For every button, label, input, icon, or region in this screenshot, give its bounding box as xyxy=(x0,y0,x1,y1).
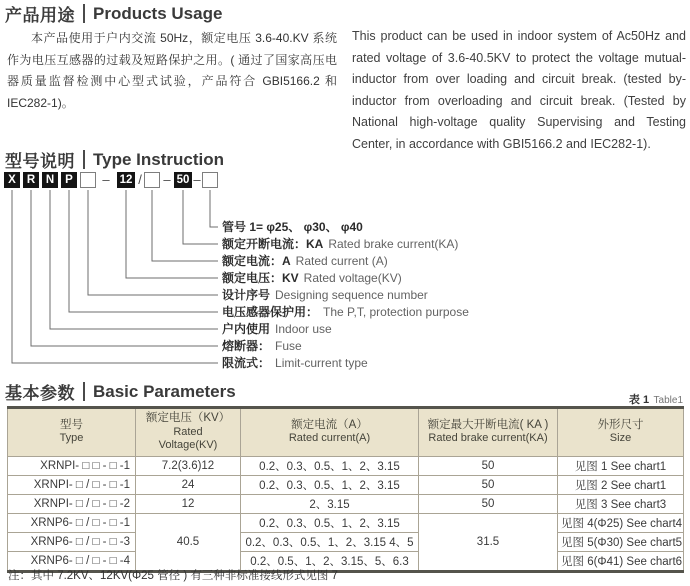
table-row xyxy=(8,475,684,494)
diagram-label-rated-brake-current xyxy=(222,237,458,251)
label-en: Rated brake current(KA) xyxy=(328,237,459,251)
cell-current: 0.2、0.5、1、2、3.15、5、6.3 xyxy=(241,551,419,571)
diagram-label-rated-current xyxy=(222,254,388,268)
leader-line xyxy=(50,190,218,329)
leader-line xyxy=(126,190,218,278)
type-code-letter-r: R xyxy=(23,172,39,188)
cell-size: 见图 2 See chart1 xyxy=(558,475,684,494)
type-instruction-heading-en: Type Instruction xyxy=(93,149,224,169)
label-en: Indoor use xyxy=(275,322,332,336)
table-row xyxy=(8,513,684,532)
type-code-letter-n: N xyxy=(42,172,58,188)
cell-size: 见图 6(Φ41) See chart6 xyxy=(558,551,684,571)
cell-size: 见图 4(Φ25) See chart4 xyxy=(558,513,684,532)
cell-brake: 50 xyxy=(419,456,558,475)
diagram-label-pt-protection xyxy=(222,305,469,319)
usage-heading-zh: 产品用途 xyxy=(5,6,75,25)
heading-divider xyxy=(83,382,85,401)
parameters-table xyxy=(7,406,684,573)
diagram-label-tube-number xyxy=(222,220,368,234)
usage-paragraph-en: This product can be used in indoor system of Ac50Hz and rated voltage of 3.6-40.5KV to protect the voltage mutual-inductor from over loading and circuit break. (tested by-inductor from overloading and circuit break. (Tested by National high-voltage quality Supervising and Testing Center, in accordance with GBI5166.2 and IEC282-1). xyxy=(352,29,686,151)
cell-type: XRNPI- □ / □ - □ -2 xyxy=(8,494,136,513)
cell-type: XRNP6- □ / □ - □ -1 xyxy=(8,513,136,532)
cell-brake: 50 xyxy=(419,494,558,513)
leader-line xyxy=(69,190,218,312)
type-code-brake-value: 50 xyxy=(174,172,192,188)
diagram-label-indoor-use xyxy=(222,322,332,336)
table-header-row xyxy=(8,408,684,457)
cell-brake-merged: 31.5 xyxy=(419,513,558,571)
cell-size: 见图 3 See chart3 xyxy=(558,494,684,513)
table-row xyxy=(8,532,684,551)
type-code-empty-box-1 xyxy=(80,172,96,188)
cell-size: 见图 1 See chart1 xyxy=(558,456,684,475)
label-en: Rated current (A) xyxy=(295,254,388,268)
label-zh: 电压感器保护用： xyxy=(222,305,319,319)
cell-current: 0.2、0.3、0.5、1、2、3.15 xyxy=(241,456,419,475)
leader-line xyxy=(183,190,218,244)
header-line-en: Voltage(KV) xyxy=(158,439,218,451)
header-line-zh: 额定最大开断电流( KA ) xyxy=(427,418,549,431)
label-zh: 额定电流：A xyxy=(222,254,291,268)
col-header-type xyxy=(8,408,136,457)
label-en: The P,T, protection purpose xyxy=(323,305,469,319)
leader-line xyxy=(31,190,218,346)
header-line-zh: 额定电压（KV） xyxy=(145,412,231,424)
cell-type: XRNP6- □ / □ - □ -3 xyxy=(8,532,136,551)
type-code-slash: / xyxy=(138,172,142,187)
cell-type: XRNPI- □ □ - □ -1 xyxy=(8,456,136,475)
label-en: Rated voltage(KV) xyxy=(303,271,402,285)
type-code-voltage-value: 12 xyxy=(117,172,135,188)
label-zh: 熔断器： xyxy=(222,339,271,353)
diagram-label-fuse xyxy=(222,339,302,353)
label-zh: 限流式： xyxy=(222,356,271,370)
cell-current: 2、3.15 xyxy=(241,494,419,513)
label-zh: 管号 1= φ25、 φ30、 φ40 xyxy=(222,220,363,234)
type-code-empty-box-3 xyxy=(202,172,218,188)
col-header-brake xyxy=(419,408,558,457)
diagram-label-design-sequence xyxy=(222,288,428,302)
parameters-heading-en: Basic Parameters xyxy=(93,381,236,401)
table-row xyxy=(8,456,684,475)
leader-line xyxy=(88,190,218,295)
type-instruction-heading-zh: 型号说明 xyxy=(5,152,75,171)
parameters-heading-zh: 基本参数 xyxy=(5,384,75,403)
type-code-letter-p: P xyxy=(61,172,77,188)
type-code-dash-2: – xyxy=(163,172,171,187)
type-code-dash-3: – xyxy=(193,172,201,187)
label-en: Designing sequence number xyxy=(275,288,428,302)
header-line-en: Rated current(A) xyxy=(288,432,371,445)
type-code-dash-1: – xyxy=(102,172,110,187)
cell-current: 0.2、0.3、0.5、1、2、3.15 xyxy=(241,513,419,532)
header-line-zh: 外形尺寸 xyxy=(597,418,644,431)
cell-type: XRNPI- □ / □ - □ -1 xyxy=(8,475,136,494)
cell-size: 见图 5(Φ30) See chart5 xyxy=(558,532,684,551)
col-header-size xyxy=(558,408,684,457)
header-line-en: Rated brake current(KA) xyxy=(428,432,548,445)
leader-line xyxy=(210,190,218,227)
cell-brake: 50 xyxy=(419,475,558,494)
diagram-label-rated-voltage xyxy=(222,271,402,285)
leader-line xyxy=(12,190,218,363)
label-en: Fuse xyxy=(275,339,302,353)
cell-type: XRNP6- □ / □ - □ -4 xyxy=(8,551,136,571)
cell-current: 0.2、0.3、0.5、1、2、3.15 4、5 xyxy=(241,532,419,551)
cell-voltage-merged: 40.5 xyxy=(136,513,241,571)
header-line-en: Size xyxy=(609,432,632,445)
heading-divider xyxy=(83,4,85,23)
cell-voltage: 7.2(3.6)12 xyxy=(136,456,241,475)
leader-line xyxy=(152,190,218,261)
cell-voltage: 12 xyxy=(136,494,241,513)
diagram-label-limit-current xyxy=(222,356,368,370)
type-code-letter-x: X xyxy=(4,172,20,188)
usage-section-heading xyxy=(5,1,222,26)
header-line-zh: 型号 xyxy=(60,418,83,431)
col-header-voltage xyxy=(136,408,241,457)
usage-heading-en: Products Usage xyxy=(93,3,223,23)
label-zh: 额定开断电流：KA xyxy=(222,237,324,251)
parameters-section-heading xyxy=(5,379,236,404)
col-header-current xyxy=(241,408,419,457)
table-ref-en: Table1 xyxy=(653,395,683,406)
header-line-en: Type xyxy=(59,432,84,445)
table-ref-zh: 表 1 xyxy=(628,394,650,406)
header-line-zh: 额定电流（A） xyxy=(291,418,368,431)
header-line-en: Rated xyxy=(173,425,203,438)
cell-voltage: 24 xyxy=(136,475,241,494)
table-footnote: 注：其中 7.2KV、12KV(Φ25 管径 ) 有三种非标准接线形式见图 7 xyxy=(8,570,338,582)
cell-current: 0.2、0.3、0.5、1、2、3.15 xyxy=(241,475,419,494)
label-zh: 设计序号 xyxy=(222,288,271,302)
usage-paragraph-zh: 本产品使用于户内交流 50Hz，额定电压 3.6-40.KV 系统作为电压互感器的过载及短路保护之用。( 通过了国家高压电器质量监督检测中心型式试验，产品符合 GBI5166.2 和 IEC282-1)。 xyxy=(7,31,337,110)
heading-divider xyxy=(83,150,85,169)
table-row xyxy=(8,494,684,513)
label-en: Limit-current type xyxy=(275,356,368,370)
label-zh: 户内使用 xyxy=(222,322,271,336)
type-code-empty-box-2 xyxy=(144,172,160,188)
label-zh: 额定电压：KV xyxy=(222,271,299,285)
type-instruction-section-heading xyxy=(5,147,224,172)
